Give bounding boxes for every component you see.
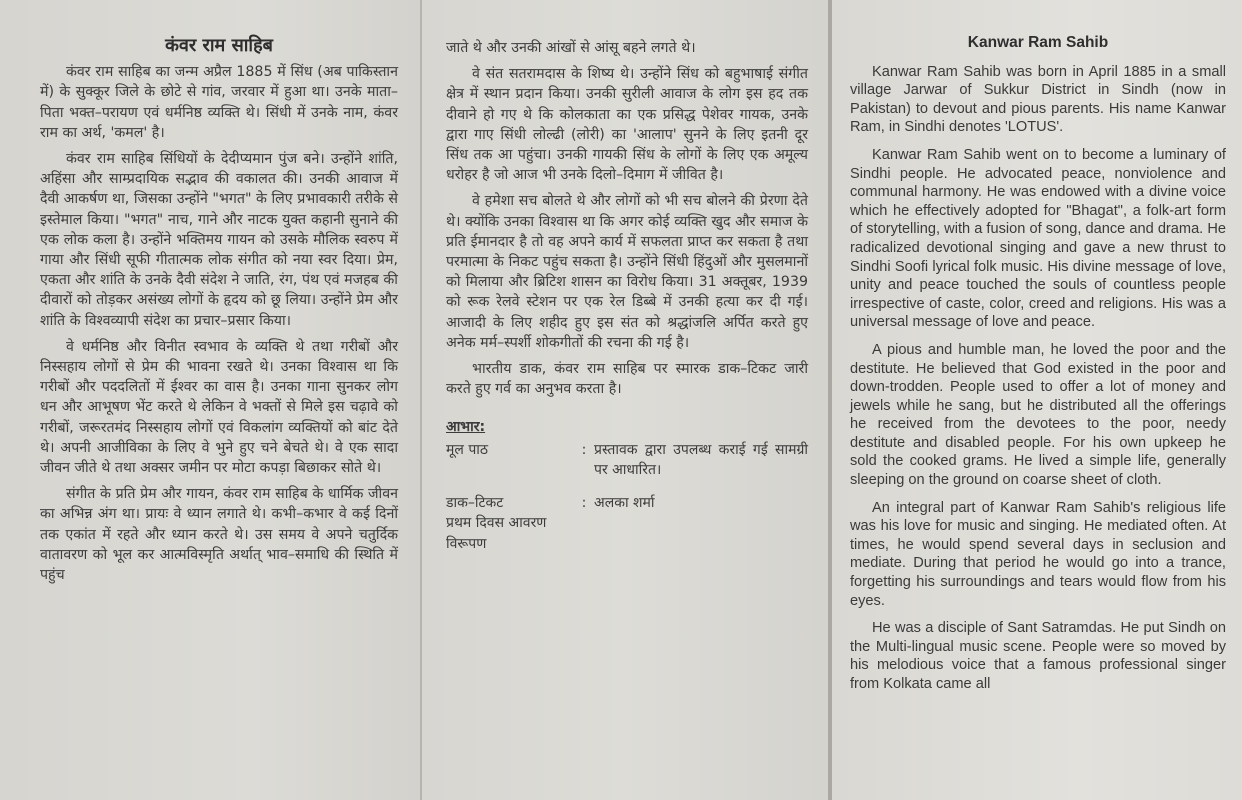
credit-key: डाक–टिकट प्रथम दिवस आवरण विरूपण: [446, 494, 547, 552]
english-column: [850, 34, 1226, 703]
hindi-paragraph: कंवर राम साहिब का जन्म अप्रैल 1885 में सिंध (अब पाकिस्तान में) के सुक्कूर जिले के छोटे से गांव, जरवार में हुआ था। उनके माता–पिता भक्त–परायण एवं धर्मनिष्ठ व्यक्ति थे। सिंधी में उनके नाम, कंवर राम का अर्थ, 'कमल' है।: [40, 64, 398, 141]
right-panel: [832, 0, 1242, 800]
hindi-paragraph: कंवर राम साहिब सिंधियों के देदीप्यमान पुंज बने। उन्होंने शांति, अहिंसा और साम्प्रदायिक सद्भाव की वकालत की। उनकी आवाज में दैवी आकर्षण था, जिसका उन्होंने "भगत" के लिए प्रभावकारी तरीके से इस्तेमाल किया। "भगत" नाच, गाने और नाटक युक्त कहानी सुनाने की एक लोक कला है। उन्होंने भक्तिमय गायन को उसके मौलिक स्वरुप में गाया और सिंधी सूफी गीतात्मक लोक संगीत को नया स्वर दिया। प्रेम, एकता और शांति के उनके दैवी संदेश ने जाति, रंग, पंथ एवं मजहब की दीवारों को तोड़कर असंख्य लोगों के हृदय को छू लिया। उन्होंने प्रेम और शांति के विश्वव्यापी संदेश का प्रचार–प्रसार किया।: [40, 151, 398, 329]
hindi-paragraph: वे संत सतरामदास के शिष्य थे। उन्होंने सिंध को बहुभाषाई संगीत क्षेत्र में स्थान प्रदान किया। उनकी सुरीली आवाज के लोग इस हद तक दीवाने हो गए थे कि कोलकाता का एक प्रसिद्ध पेशेवर गायक, उनके द्वारा गाए सिंधी लोल्ढी (लोरी) का 'आलाप' सुनने के लिए इतनी दूर सिंध तक आ पहुंचा। उनकी गायकी सिंध के लोगों के लिए एक अमूल्य धरोहर है जो आज भी उनके दिलो–दिमाग में जीवित है।: [446, 66, 808, 184]
hindi-paragraph: संगीत के प्रति प्रेम और गायन, कंवर राम साहिब के धार्मिक जीवन का अभिन्न अंग था। प्रायः वे ध्यान लगाते थे। कभी–कभार वे कई दिनों तक एकांत में रहते और ध्यान करते थे। उस समय वे अपने चतुर्दिक वातावरण को भूल कर आत्मविस्मृति अर्थात् भाव–समाधि की स्थिति में पहुंच: [40, 486, 398, 584]
credit-row: [446, 493, 808, 555]
english-paragraph: Kanwar Ram Sahib was born in April 1885 in a small village Jarwar of Sukkur District in Sindh (now in Pakistan) to devout and pious parents. His name Kanwar Ram, in Sindhi denotes 'LOTUS'.: [850, 63, 1226, 136]
english-paragraph: He was a disciple of Sant Satramdas. He put Sindh on the Multi-lingual music scene. People were so moved by his melodious voice that a famous professional singer from Kolkata came all: [850, 620, 1226, 692]
hindi-column-2: [446, 38, 808, 566]
credit-value: अलका शर्मा: [594, 494, 655, 511]
english-paragraph: Kanwar Ram Sahib went on to become a luminary of Sindhi people. He advocated peace, nonviolence and communal harmony. He was endowed with a divine voice which he effectively adopted for "Bhagat", a folk-art form of storytelling, with a fusion of song, dance and drama. He radicalized devotional singing and gave a new thrust to Sindhi Soofi lyrical folk music. His divine message of love, unity and peace touched the souls of countless people irrespective of caste, color, creed and religions. His was a universal message of love and peace.: [850, 146, 1226, 331]
hindi-column-1: [40, 36, 398, 591]
hindi-paragraph: वे हमेशा सच बोलते थे और लोगों को भी सच बोलने की प्रेरणा देते थे। क्योंकि उनका विश्वास था कि अगर कोई व्यक्ति खुद और समाज के प्रति ईमानदार है तो वह अपने कार्य में सफलता प्राप्त कर सकता है तथा परमात्मा के निकट पहुंच सकता है। उन्होंने सिंधी हिंदुओं और मुसलमानों को मिलाया और ब्रिटिश शासन का विरोध किया। 31 अक्तूबर, 1939 को रूक रेलवे स्टेशन पर एक रेल डिब्बे में उनकी हत्या कर दी गई। आजादी के लिए शहीद हुए इस संत को श्रद्धांजलि अर्पित करते हुए अनेक मर्म–स्पर्शी शोकगीतों की रचना की गई है।: [446, 193, 808, 351]
credit-separator: :: [581, 494, 587, 511]
hindi-paragraph: वे धर्मनिष्ठ और विनीत स्वभाव के व्यक्ति थे तथा गरीबों और निस्सहाय लोगों से प्रेम की भावना रखते थे। उनका विश्वास था कि गरीबों और पददलितों में ईश्वर का वास है। उनका गाना सुनकर लोग धन और आभूषण भेंट करते थे लेकिन वे भक्तों से मिले इस चढ़ावे को गरीबों, जरूरतमंद निस्सहाय लोगों एवं विकलांग व्यक्तियों को बांट देते थे। अपनी आजीविका के लिए वे भुने हुए चने बेचते थे। वे एक सादा जीवन जीते थे तथा अक्सर जमीन पर मोटा कपड़ा बिछाकर सोते थे।: [40, 338, 398, 477]
acknowledgements-heading: आभार:: [446, 419, 486, 436]
hindi-paragraph: भारतीय डाक, कंवर राम साहिब पर स्मारक डाक–टिकट जारी करते हुए गर्व का अनुभव करता है।: [446, 361, 808, 398]
credit-row: [446, 440, 808, 481]
english-title: Kanwar Ram Sahib: [967, 34, 1109, 51]
hindi-title: कंवर राम साहिब: [165, 35, 273, 56]
credit-key: मूल पाठ: [446, 441, 489, 458]
left-panel: [0, 0, 420, 800]
credit-value: प्रस्तावक द्वारा उपलब्ध कराई गई सामग्री पर आधारित।: [594, 441, 808, 479]
english-paragraph: An integral part of Kanwar Ram Sahib's religious life was his love for music and singing. He mediated often. At times, he would spend several days in seclusion and mediate. During that period he would go into a trance, forgetting his surroundings and tears would flow from his eyes.: [850, 499, 1226, 609]
acknowledgements: [446, 417, 808, 554]
english-paragraph: A pious and humble man, he loved the poor and the destitute. He believed that God existed in the poor and down-trodden. People used to offer a lot of money and jewels while he sang, but he distributed all the offerings he received from the devotees to the poor, needy destitute and disabled people. For his own upkeep he sold the cooked grams. He lived a simple life, generally sleeping on the ground on coarse sheet of cloth.: [850, 341, 1226, 489]
hindi-paragraph: जाते थे और उनकी आंखों से आंसू बहने लगते थे।: [446, 40, 696, 56]
middle-panel: [422, 0, 828, 800]
credit-separator: :: [581, 441, 587, 458]
